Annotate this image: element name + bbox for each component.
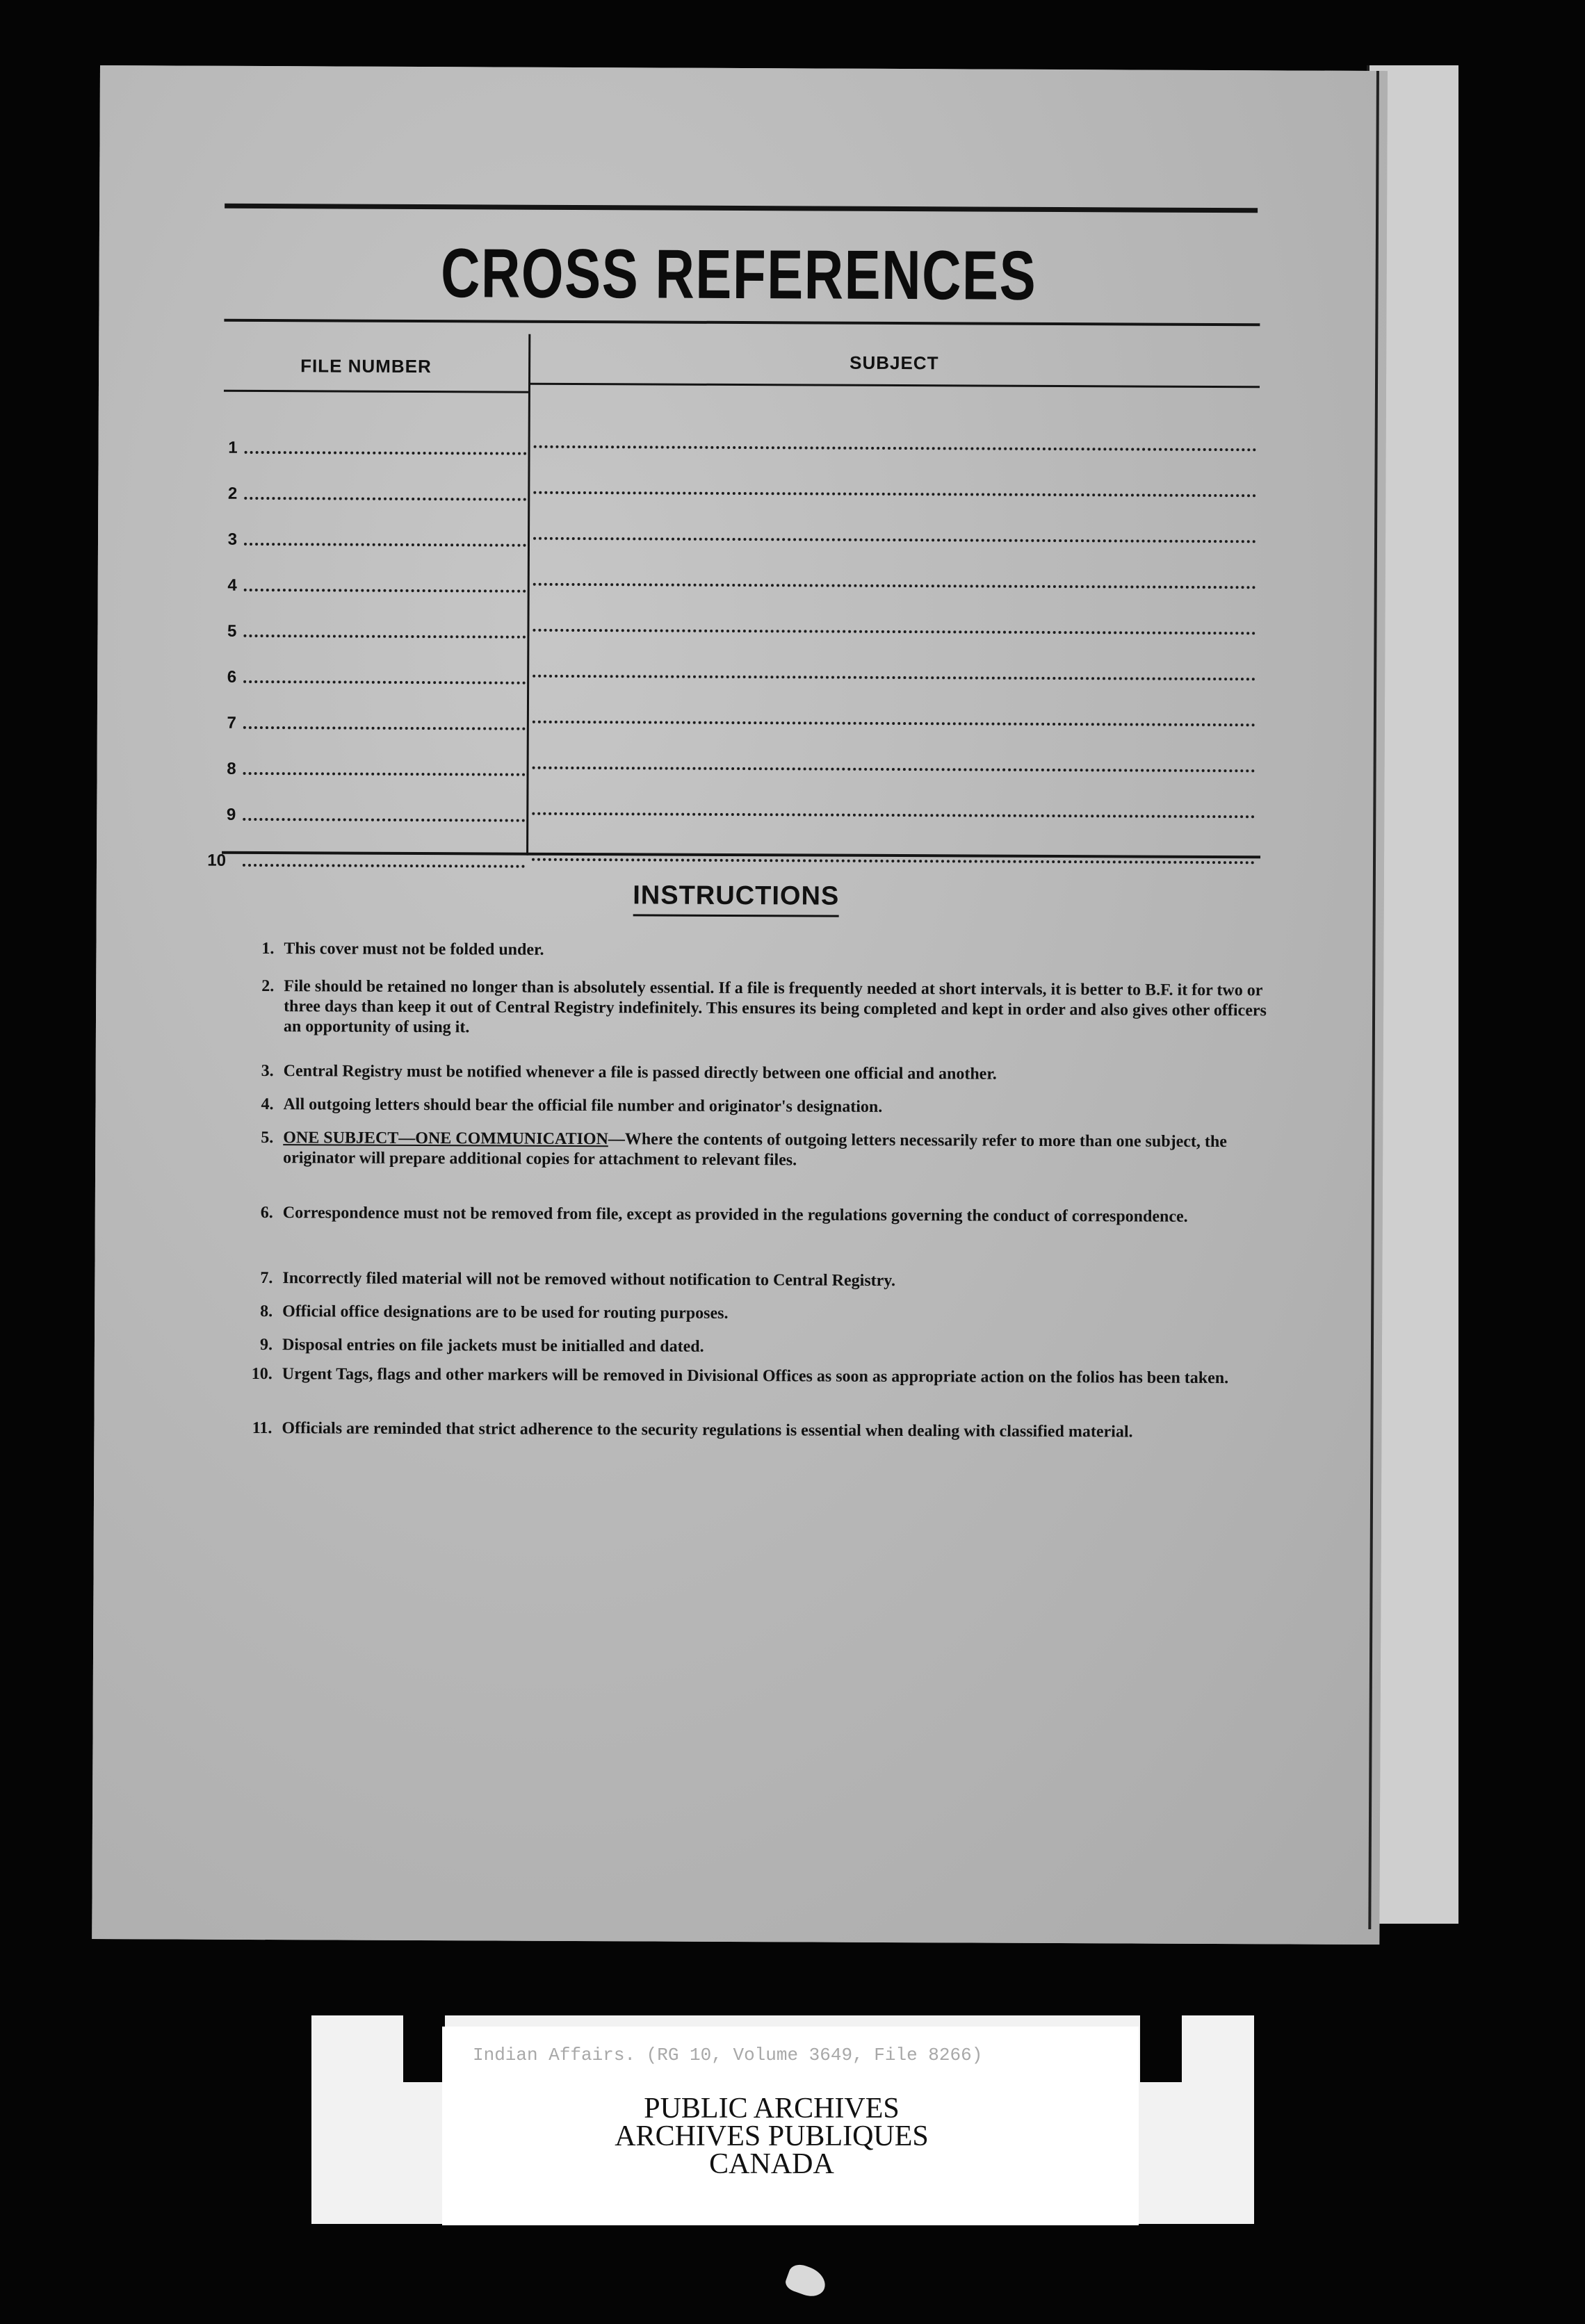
instruction-text: Correspondence must not be removed from file, except as provided in the regulations governing the conduct of correspondence.	[282, 1204, 1188, 1226]
instruction-text: This cover must not be folded under.	[284, 940, 544, 959]
subject-entry-line	[534, 445, 1257, 452]
row-number: 7	[227, 713, 236, 733]
instruction-text: File should be retained no longer than is absolutely essential. If a file is frequently needed at short intervals, it is better to B.F. it for two or three days than keep it out of Central Registry indefinitely. This ensures its being completed and kept in order and also gives other officers an opportunity of using it.	[283, 977, 1267, 1037]
label-notch-right	[1140, 2015, 1182, 2082]
table-bottom-rule	[222, 851, 1260, 859]
fold-line	[1368, 71, 1379, 1929]
instruction-item	[261, 1061, 1271, 1086]
row-number: 3	[227, 530, 238, 549]
instruction-item	[260, 1203, 1270, 1227]
instruction-text: Officials are reminded that strict adherence to the security regulations is essential when dealing with classified material.	[282, 1419, 1133, 1441]
instruction-number: 2.	[261, 977, 275, 996]
instruction-item	[252, 1418, 1269, 1443]
file-number-entry-line	[243, 726, 526, 730]
paper-scrap	[783, 2261, 829, 2301]
row-number: 4	[227, 575, 237, 595]
instruction-number: 5.	[261, 1129, 274, 1147]
top-rule	[225, 204, 1258, 213]
instruction-item	[260, 1268, 1269, 1293]
instruction-text: Incorrectly filed material will not be removed without notification to Central Registry.	[282, 1269, 896, 1291]
instruction-number: 11.	[252, 1418, 273, 1438]
instruction-text: Central Registry must be notified whenever a file is passed directly between one official and another.	[283, 1062, 997, 1083]
subject-header: SUBJECT	[850, 352, 939, 374]
file-number-entry-line	[245, 451, 527, 455]
instruction-number: 10.	[251, 1364, 273, 1384]
instruction-number: 8.	[260, 1302, 273, 1321]
archive-stamp-line1: PUBLIC ARCHIVES	[644, 2093, 900, 2125]
row-number: 1	[228, 438, 238, 457]
file-number-entry-line	[243, 864, 525, 868]
archive-reference: Indian Affairs. (RG 10, Volume 3649, File 8266)	[473, 2045, 983, 2065]
file-number-header: FILE NUMBER	[300, 355, 432, 377]
file-number-entry-line	[244, 497, 526, 501]
subject-entry-line	[533, 675, 1255, 681]
subject-entry-line	[533, 767, 1255, 773]
column-divider	[526, 334, 530, 856]
row-number: 2	[227, 484, 238, 503]
instruction-item	[261, 1128, 1270, 1172]
instruction-item	[251, 1364, 1269, 1389]
instruction-text: Disposal entries on file jackets must be initialled and dated.	[282, 1336, 704, 1356]
subject-entry-line	[532, 858, 1255, 865]
instruction-number: 9.	[259, 1336, 273, 1355]
instruction-number: 3.	[261, 1062, 274, 1081]
instruction-number: 6.	[260, 1204, 273, 1222]
file-number-entry-line	[243, 680, 526, 685]
instruction-lead: ONE SUBJECT—ONE COMMUNICATION	[283, 1129, 608, 1149]
instruction-item	[261, 976, 1271, 1041]
subject-entry-line	[533, 583, 1256, 589]
instruction-text: Urgent Tags, flags and other markers will be removed in Divisional Offices as soon as appropriate action on the folios has been taken.	[282, 1365, 1229, 1388]
subject-entry-line	[532, 812, 1255, 819]
subject-entry-line	[533, 721, 1255, 727]
instruction-item	[261, 939, 1271, 963]
row-number: 8	[227, 759, 236, 778]
instruction-text: —Where the contents of outgoing letters necessarily refer to more than one subject, the originator will prepare additional copies for attachment to relevant files.	[283, 1130, 1227, 1170]
instruction-text: All outgoing letters should bear the official file number and originator's designation.	[283, 1095, 883, 1116]
instruction-number: 7.	[260, 1269, 273, 1288]
file-number-entry-line	[244, 543, 526, 547]
archive-stamp-line2: ARCHIVES PUBLIQUES	[615, 2120, 929, 2152]
row-number: 10	[207, 851, 227, 870]
subject-entry-line	[533, 537, 1256, 543]
instruction-number: 1.	[261, 940, 275, 958]
instructions-heading: INSTRUCTIONS	[633, 881, 840, 911]
title-bottom-rule	[224, 319, 1260, 327]
archive-stamp-line3: CANADA	[709, 2148, 834, 2180]
instruction-item	[259, 1335, 1269, 1359]
file-number-entry-line	[244, 589, 526, 593]
row-number: 5	[227, 621, 237, 641]
page-title: CROSS REFERENCES	[440, 234, 1037, 315]
row-number: 6	[227, 667, 237, 687]
row-number: 9	[226, 805, 236, 824]
instruction-number: 4.	[261, 1095, 274, 1114]
subject-entry-line	[533, 629, 1255, 635]
instruction-text: Official office designations are to be used for routing purposes.	[282, 1302, 729, 1323]
header-rule-left	[224, 390, 530, 393]
file-number-entry-line	[243, 635, 526, 639]
label-notch-left	[403, 2015, 445, 2082]
subject-entry-line	[533, 491, 1256, 498]
instruction-item	[261, 1095, 1270, 1119]
file-cover-sheet	[92, 65, 1388, 1945]
instructions-underline	[633, 914, 839, 917]
instruction-item	[260, 1302, 1269, 1326]
header-rule-right	[530, 383, 1260, 388]
file-number-entry-line	[243, 772, 526, 776]
file-number-entry-line	[243, 818, 525, 822]
